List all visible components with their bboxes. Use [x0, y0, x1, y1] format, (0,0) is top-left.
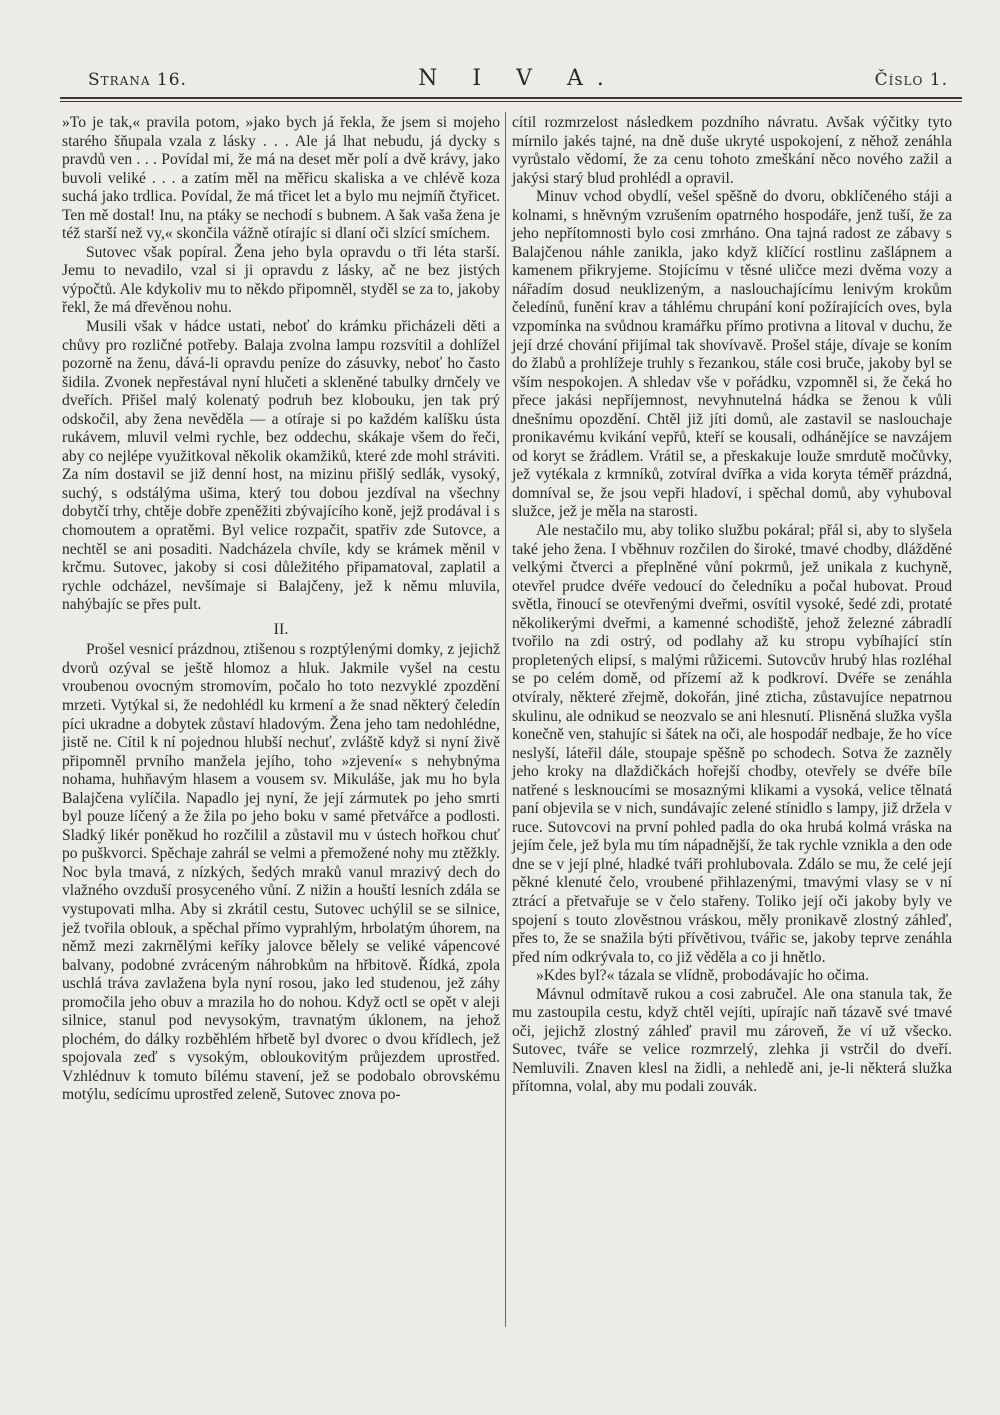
- journal-title: N I V A.: [418, 66, 618, 91]
- paragraph: »Kdes byl?« tázala se vlídně, probodávajíc ho očima.: [536, 967, 869, 985]
- paragraph: Ale nestačilo mu, aby toliko službu pokáral; přál si, aby to slyšela také jeho žena. I vběhnuv rozčilen do široké, tmavé chodby, dlážděné velkými čtverci a přeplněné vůní pokrmů, jež unikala z kuchyně, otevřel prudce dvéře vedoucí do čeledníku a počal hubovat. Proud světla, řinoucí se otevřenými dveřmi, osvítil vysoké, šedé zdi, protaté několikerými dveřmi, a kamenné schodiště, jehož železné zábradlí tvořilo na zdi ostrý, od podlahy až ku stropu vybíhající stín propletených elipsí, s malými růžicemi. Sutovcův hrubý hlas rozléhal se po celém domě, od přízemí až k podkroví. Dvéře se zenáhla otvíraly, některé zřejmě, dokořán, jiné zticha, zůstavujíce nepatrnou skulinu, ale odnikud se neozvalo se ani hlesnutí. Plisněná služka vyšla konečně ven, stahujíc si šátek na oči, ale hospodář nedbaje, že ho více neslyší, láteřil dále, stoupaje spěšně po schodech. Sotva že zazněly jeho kroky na dlaždičkách hořejší chodby, otevřely se dvéře bíle natřené s lesknoucími se mosaznými klikami a vysoká, velice tělnatá paní objevila se v nich, sundávajíc zelené stínidlo s lampy, již držela v ruce. Sutovcovi na první pohled padla do oka hrubá kolmá vráska na jejím čele, jež byla mu tím nápadnější, že tak rychle vznikla a den ode dne se v její plné, hladké tváři prohlubovala. Zdálo se mu, že celé její pěkné klenuté čelo, vroubené přihlazenými, tmavými vlasy se v ní ztrácí a přetvařuje se v čelo stařeny. Toliko její oči jakoby byly ve spojení s touto zlověstnou vráskou, měly pronikavě zlostný záhleď, přes to, že se snažila býti přívětivou, tvářic se, jakoby teprve zenáhla před ním odkrývala to, co již věděla a co ji hnětlo.: [512, 522, 952, 966]
- header-rule: [60, 97, 962, 102]
- paragraph: Musili však v hádce ustati, neboť do krámku přicházeli děti a chůvy pro rozličné potřeby. Balaja zvolna lampu rozsvítil a dohlížel pozorně na ženu, dává-li opravdu peníze do zásuvky, neboť ho často šidila. Zvonek nepřestával nyní hlučeti a skleněné tabulky drnčely ve dveřích. Přišel malý kolenatý podruh bez klobouku, jen tak prý odskočil, aby žena nevěděla — a otíraje si po každém kalíšku ústa rukávem, mluvil velmi rychle, bez oddechu, skákaje všem do řeči, aby co nejlépe využitkoval několik okamžiků, které zde mohl stráviti. Za ním dostavil se již denní host, na mizinu přišlý sedlák, vysoký, suchý, s odstálýma ušima, který tou dobou jezdíval na všechny dobytčí trhy, chtěje dobře zpeněžiti zbývajícího koně, jejž prodával i s chomoutem a opratěmi. Byl velice rozpačit, spatřiv zde Sutovce, a nechtěl se ani posaditi. Nadcházela chvíle, kdy se krámek měnil v krčmu. Sutovec, jakoby si cosi důležitého připamatoval, zaplatil a rychle odcházel, nevšímaje si Balajčeny, jež k němu mluvila, nahýbajíc se přes pult.: [62, 318, 500, 614]
- section-heading: II.: [273, 620, 289, 638]
- page-number: Strana 16.: [88, 70, 187, 90]
- page-header: [88, 66, 948, 94]
- column-divider: [505, 112, 506, 1327]
- paragraph: Sutovec však popíral. Žena jeho byla opravdu o tři léta starší. Jemu to nevadilo, vzal si ji opravdu z lásky, ač ne bez jistých výpočtů. Ale kdykoliv mu to někdo připomněl, styděl se za to, jakoby řekl, že má dřevěnou nohu.: [62, 243, 500, 317]
- paragraph: cítil rozmrzelost následkem pozdního návratu. Avšak výčitky tyto mírnilo jakés tajné, na dně duše ukryté uspokojení, z něhož zenáhla vyrůstalo vědomí, že za cenu tohoto zmeškání něco nového zažil a jakýsi starý blud prohlédl a opravil.: [512, 114, 952, 187]
- paragraph: Minuv vchod obydlí, vešel spěšně do dvoru, obklíčeného stáji a kolnami, s hněvným vzrušením opatrného hospodáře, jenž tuší, že za jeho nepřítomnosti bylo cosi zmrháno. Ona tajná radost ze zábavy s Balajčenou náhle zanikla, jako když klíčící rostlinu zašlápnem a kamenem přikryjeme. Stojícímu v těsné uličce mezi dvěma vozy a nářadím dosud neuklizeným, a naslouchajícímu lenivým krokům čeledínů, funění krav a táhlému chrupání koní požírajících oves, byla vzpomínka na svůdnou kramářku přímo protivna a litoval v duchu, že její drzé chování přijímal tak shovívavě. Prošel stáje, dívaje se koním do žlabů a prohlížeje truhly s řezankou, stále cosi bruče, jakoby byl se vším nespokojen. A shledav vše v pořádku, vzpomněl si, že čeká ho přece jakási nepříjemnost, nevyhnutelná hádka se ženou k vůli dnešnímu opozdění. Chtěl již jíti domů, ale zastavil se naslouchaje pronikavému kvikání vepřů, kteří se kousali, odhánějíce se navzájem od koryt se žrádlem. Vrátil se, a přeskakuje louže smrdutě močůvky, jež vytékala z krmníků, zotvíral dvířka a vida koryta téměř prázdná, domníval se, že jsou vepři hladoví, i spěchal domů, aby vyhuboval služce, jež je měla na starosti.: [512, 188, 952, 521]
- paragraph: Prošel vesnicí prázdnou, ztišenou s rozptýlenými domky, z jejichž dvorů ozýval se ještě hlomoz a hluk. Jakmile vyšel na cestu vroubenou ovocným stromovím, počalo ho toto nezvyklé zpozdění mrzeti. Vytýkal si, že nedohlédl ku krmení a že snad některý čeledín píci ukradne a dobytek zůstaví hladovým. Žena jeho tam nedohlédne, jistě ne. Cítil k ní pojednou hlubší nechuť, zvláště když si nyní živě připomněl prvního manžela jejího, toho »zjevení« s nehybnýma nohama, huhňavým hlasem a vousem sv. Mikuláše, jak mu ho byla Balajčena vylíčila. Napadlo jej nyní, že její zármutek po jeho smrti byl pouze líčený a že žila po jeho boku v samé přetvářce a podlosti. Sladký likér poněkud ho rozčilil a zůstavil mu v ústech hořkou chuť po puškvorci. Spěchaje zahrál se velmi a přemožené nohy mu ztěžkly. Noc byla tmavá, z nízkých, šedých mraků vanul mrazivý dech do vlažného ovzduší prosyceného vůní. Z nižin a houští lesních zdála se vystupovati mlha. Aby si zkrátil cestu, Sutovec uchýlil se se silnice, jež tvořila oblouk, a spěchal přímo vyprahlým, hrbolatým úhorem, na němž mezi zakrnělými keříky jalovce bělely se veliké vápencové balvany, podobné zvráceným náhrobkům na hřbitově. Řídká, zpola uschlá tráva zavlažena byla nyní rosou, jako led studenou, jež záhy promočila jeho obuv a mrazila ho do nohou. Když octl se opět v aleji silnice, stanul pod nevysokým, travnatým úklonem, na jehož plochém, do dálky rozběhlém hřbetě byl dvorec o dvou křídlech, jež spojovala zeď s vysokým, obloukovitým průjezdem uprostřed. Vzhlédnuv k tomuto bílému stavení, jež se podobalo obrovskému motýlu, sedícímu uprostřed zeleně, Sutovec znova po-: [62, 641, 500, 1104]
- right-column: [512, 114, 952, 1097]
- paragraph: »To je tak,« pravila potom, »jako bych já řekla, že jsem si mojeho starého šňupala vzala z lásky . . . Ale já lhat nebudu, já dycky s pravdů ven . . . Povídal mi, že má na deset měr polí a dvě krávy, jako buvoli veliké . . . a zatím měl na měřicu skaliska a ve chlévě koza suchá jako trdlica. Povídal, že má třicet let a bylo mu nejmíň čtyřicet. Ten mě dostal! Inu, na ptáky se nechodí s bubnem. A šak vaša žena je též starší než vy,« skončila vážně otírajíc si dlaní oči slzící smíchem.: [62, 114, 500, 243]
- issue-number: Číslo 1.: [874, 70, 948, 90]
- left-column: [62, 114, 500, 1105]
- paragraph: Mávnul odmítavě rukou a cosi zabručel. Ale ona stanula tak, že mu zastoupila cestu, když chtěl vejíti, upírajíc naň tázavě své tmavé oči, jejichž zlostný záhleď pravil mu zároveň, že ví už všecko. Sutovec, tváře se velice rozmrzelý, zlehka ji vstrčil do dveří. Nemluvili. Znaven klesl na židli, a nehledě ani, je-li některá služka přítomna, volal, aby mu podali zouvák.: [512, 985, 952, 1096]
